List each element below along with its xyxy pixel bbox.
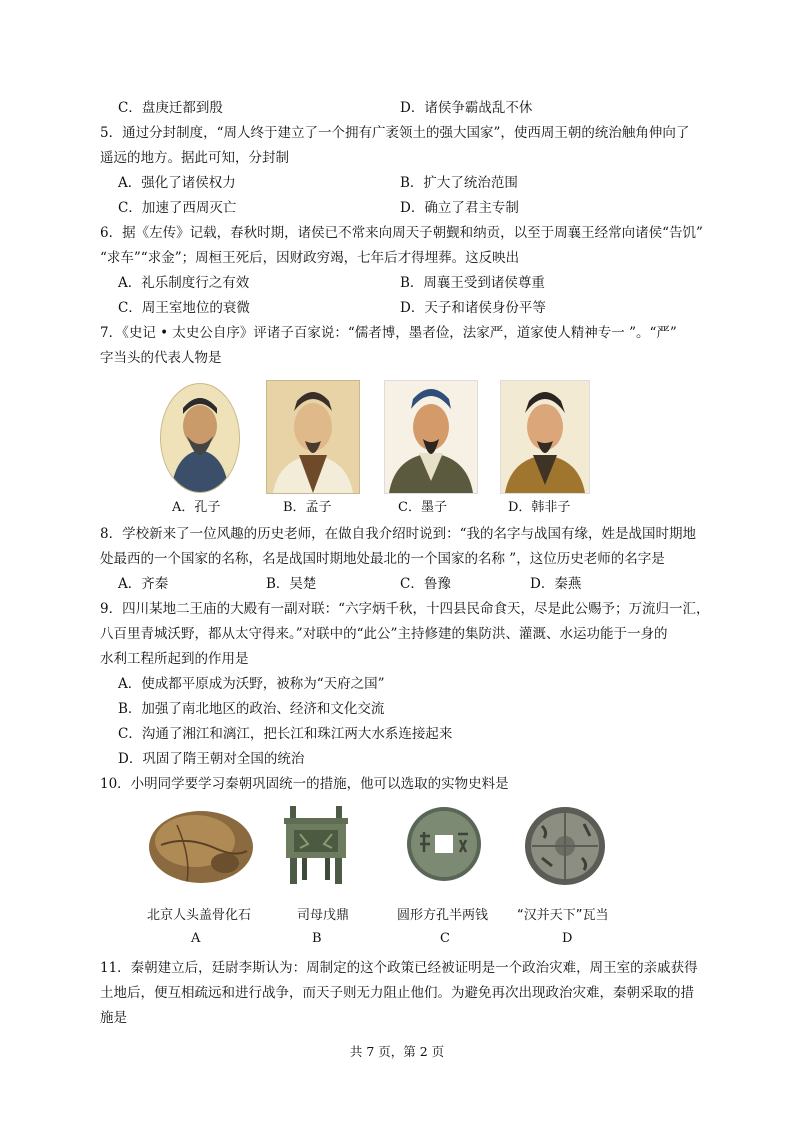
q6-stem-line2: “求车”“求金”；周桓王死后，因财政穷竭，七年后才得埋葬。这反映出 <box>100 250 520 266</box>
q10-letter-a: A <box>191 931 201 946</box>
q8-option-a: A．齐秦 <box>118 576 169 592</box>
banliang-coin-image <box>406 806 482 882</box>
q10-caption-d: “汉并天下”瓦当 <box>517 908 609 923</box>
simuwu-ding-image <box>280 804 352 886</box>
q8-option-c: C．鲁豫 <box>400 576 451 592</box>
q5-stem-line1: 5．通过分封制度，“周人终于建立了一个拥有广袤领土的强大国家”，使西周王朝的统治触角伸向了 <box>100 125 690 141</box>
q9-stem-line2: 八百里青城沃野，都从太守得来。”对联中的“此公”主持修建的集防洪、灌溉、水运功能于一身的 <box>100 626 668 642</box>
q9-stem-line3: 水利工程所起到的作用是 <box>100 651 249 667</box>
q10-stem: 10．小明同学要学习秦朝巩固统一的措施，他可以选取的实物史料是 <box>100 776 509 792</box>
q10-letter-c: C <box>440 931 450 946</box>
portrait-hanfeizi-image <box>500 380 590 494</box>
q8-stem-line2: 处最西的一个国家的名称，名是战国时期地处最北的一个国家的名称 ”，这位历史老师的名字是 <box>100 551 665 567</box>
portrait-confucius-image <box>160 383 240 493</box>
q9-option-d: D．巩固了隋王朝对全国的统治 <box>118 751 305 767</box>
q9-stem-line1: 9．四川某地二王庙的大殿有一副对联：“六字炳千秋，十四县民命食天，尽是此公赐予；万流归一汇， <box>100 601 710 617</box>
q7-stem-line1: 7．《史记 • 太史公自序》评诸子百家说：“儒者博，墨者俭，法家严，道家使人精神专一 ”。“严” <box>100 325 677 341</box>
q11-stem-line2: 土地后，便互相疏远和进行战争，而天子则无力阻止他们。为避免再次出现政治灾难，秦朝采取的措 <box>100 985 694 1001</box>
q6-option-b: B．周襄王受到诸侯尊重 <box>400 275 545 291</box>
q7-caption-c: C．墨子 <box>398 500 447 515</box>
q11-stem-line1: 11．秦朝建立后，廷尉李斯认为：周制定的这个政策已经被证明是一个政治灾难，周王室的亲戚获得 <box>100 960 698 976</box>
page-footer: 共 7 页，第 2 页 <box>349 1044 445 1059</box>
q8-stem-line1: 8．学校新来了一位风趣的历史老师，在做自我介绍时说到：“我的名字与战国有缘，姓是战国时期地 <box>100 526 696 542</box>
q8-option-b: B．吴楚 <box>266 576 317 592</box>
q7-caption-a: A．孔子 <box>172 500 221 515</box>
q10-caption-c: 圆形方孔半两钱 <box>397 908 489 923</box>
q9-option-c: C．沟通了湘江和漓江，把长江和珠江两大水系连接起来 <box>118 726 453 742</box>
hanbingtianxia-wadang-image <box>524 806 606 886</box>
q6-option-d: D．天子和诸侯身份平等 <box>400 300 546 316</box>
q11-stem-line3: 施是 <box>100 1010 127 1026</box>
q4-option-c: C．盘庚迁都到殷 <box>118 100 223 116</box>
q8-option-d: D．秦燕 <box>530 576 582 592</box>
q10-letter-d: D <box>562 931 573 946</box>
q5-option-d: D．确立了君主专制 <box>400 200 519 216</box>
q5-option-c: C．加速了西周灭亡 <box>118 200 237 216</box>
q6-option-a: A．礼乐制度行之有效 <box>118 275 250 291</box>
portrait-mencius-image <box>266 380 360 494</box>
q7-stem-line2: 字当头的代表人物是 <box>100 350 222 366</box>
q7-caption-b: B．孟子 <box>283 500 332 515</box>
q4-option-d: D．诸侯争霸战乱不休 <box>400 100 533 116</box>
q9-option-a: A．使成都平原成为沃野，被称为“天府之国” <box>118 676 385 692</box>
q10-caption-a: 北京人头盖骨化石 <box>147 908 252 923</box>
portrait-mozi-image <box>384 380 478 494</box>
q5-option-b: B．扩大了统治范围 <box>400 175 518 191</box>
q10-letter-b: B <box>312 931 322 946</box>
skull-fossil-image <box>147 805 255 887</box>
q9-option-b: B．加强了南北地区的政治、经济和文化交流 <box>118 701 385 717</box>
q7-caption-d: D．韩非子 <box>508 500 571 515</box>
q6-stem-line1: 6．据《左传》记载，春秋时期，诸侯已不常来向周天子朝觐和纳贡，以至于周襄王经常向诸侯“告饥” <box>100 225 703 241</box>
q10-caption-b: 司母戊鼎 <box>297 908 350 923</box>
q6-option-c: C．周王室地位的衰微 <box>118 300 250 316</box>
q5-option-a: A．强化了诸侯权力 <box>118 175 236 191</box>
q5-stem-line2: 遥远的地方。据此可知，分封制 <box>100 150 289 166</box>
